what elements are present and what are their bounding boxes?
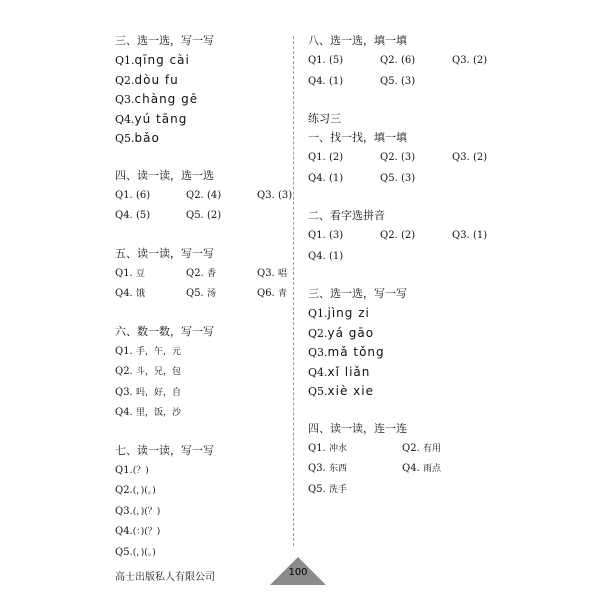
answer-cell: Q5. (3)	[380, 172, 416, 184]
answer-row: Q4.yú tāng	[115, 111, 188, 126]
answer-grid	[308, 439, 508, 501]
answer-row: Q4. 里，饭，沙	[115, 407, 181, 418]
right-column	[308, 32, 508, 518]
answer-cell: Q2. (6)	[380, 55, 416, 66]
answer-grid	[308, 51, 508, 92]
answer-cell: Q4. (1)	[308, 172, 344, 184]
answer-cell: Q3. (3)	[257, 189, 293, 201]
answer-cell: Q2. (3)	[380, 152, 416, 163]
answer-row: Q3.mǎ tǒng	[308, 345, 385, 359]
answer-cell: Q4. (5)	[115, 210, 151, 221]
answer-cell: Q4. (1)	[308, 250, 344, 262]
answer-row: Q1.jìng zi	[308, 306, 370, 320]
answer-cell: Q5. (3)	[380, 75, 416, 87]
answer-cell: Q1. 冲水	[308, 442, 347, 454]
practice-title: 练习三	[308, 112, 341, 125]
answer-cell: Q1. (5)	[308, 55, 344, 66]
answer-row: Q5.xiè xie	[308, 384, 374, 398]
answer-grid	[115, 264, 285, 305]
answer-cell: Q3. (2)	[452, 152, 488, 163]
answer-cell: Q2. 有用	[402, 442, 441, 454]
section-6	[115, 323, 285, 424]
section-8	[308, 32, 508, 92]
answer-cell: Q2. 香	[186, 267, 216, 279]
answer-cell: Q4. 饿	[115, 288, 145, 299]
answer-row: Q4.(：)(？)	[115, 526, 161, 537]
answer-cell: Q3. (1)	[452, 230, 488, 241]
practice-section-4	[308, 420, 508, 501]
section-3-heading: 三、选一选，写一写	[115, 34, 214, 47]
answer-grid	[308, 226, 508, 267]
answer-row: Q5.(，)(。)	[115, 546, 156, 558]
practice-section-2	[308, 207, 508, 267]
practice-section-4-heading: 四、读一读，连一连	[308, 421, 407, 435]
practice-section-3-heading: 三、选一选，写一写	[308, 287, 407, 300]
practice-section-1	[308, 129, 508, 189]
answer-cell: Q2. (2)	[380, 230, 416, 241]
answer-cell: Q3. (2)	[452, 55, 488, 66]
answer-row: Q3.(，)(？)	[115, 505, 161, 517]
section-4	[115, 167, 293, 227]
left-column	[115, 32, 293, 581]
answer-cell: Q5. 洗手	[308, 483, 347, 495]
answer-row: Q2. 斗，兄，包	[115, 366, 181, 377]
practice-section-2-heading: 二、看字选拼音	[308, 209, 385, 222]
answer-cell: Q1. (2)	[308, 152, 344, 163]
answer-row: Q3.chàng gē	[115, 92, 199, 106]
answer-row: Q4.xǐ liǎn	[308, 364, 371, 379]
section-3	[115, 32, 285, 149]
answer-row: Q1.(？)	[115, 464, 149, 476]
answer-cell: Q4. 雨点	[402, 463, 441, 474]
section-5-heading: 五、读一读，写一写	[115, 246, 214, 260]
answer-cell: Q1. 豆	[115, 267, 145, 279]
section-8-heading: 八、选一选，填一填	[308, 34, 407, 47]
answer-cell: Q2. (4)	[186, 189, 222, 201]
answer-row: Q3. 吗，好，自	[115, 386, 181, 398]
answer-row: Q1.qīng cài	[115, 53, 190, 67]
answer-cell: Q3. 唱	[257, 267, 287, 279]
section-7-heading: 七、读一读，写一写	[115, 443, 214, 457]
answer-cell: Q5. 汤	[186, 288, 216, 299]
answer-row: Q2.dòu fu	[115, 72, 179, 87]
answer-cell: Q1. (3)	[308, 230, 344, 241]
answer-cell: Q3. 东西	[308, 463, 347, 474]
section-4-heading: 四、读一读，选一选	[115, 168, 214, 182]
answer-grid	[115, 186, 293, 227]
answer-row: Q2.yá gāo	[308, 325, 375, 340]
column-divider	[293, 36, 294, 546]
answer-cell: Q4. (1)	[308, 75, 344, 87]
section-5	[115, 245, 285, 305]
section-7	[115, 442, 285, 564]
practice-section-1-heading: 一、找一找，填一填	[308, 131, 407, 144]
practice-section-3	[308, 285, 508, 402]
section-6-heading: 六、数一数，写一写	[115, 324, 214, 338]
page-number: 100	[288, 567, 308, 578]
answer-grid	[308, 148, 508, 189]
answer-row: Q5.bǎo	[115, 131, 160, 145]
answer-row: Q1. 手，午，元	[115, 345, 181, 357]
page-number-badge	[268, 555, 328, 585]
publisher-name: 高士出版私人有限公司	[115, 572, 215, 583]
answer-cell: Q1. (6)	[115, 189, 151, 201]
answer-row: Q2.(，)(。)	[115, 485, 156, 496]
answer-cell: Q6. 青	[257, 288, 287, 299]
answer-cell: Q5. (2)	[186, 210, 222, 221]
